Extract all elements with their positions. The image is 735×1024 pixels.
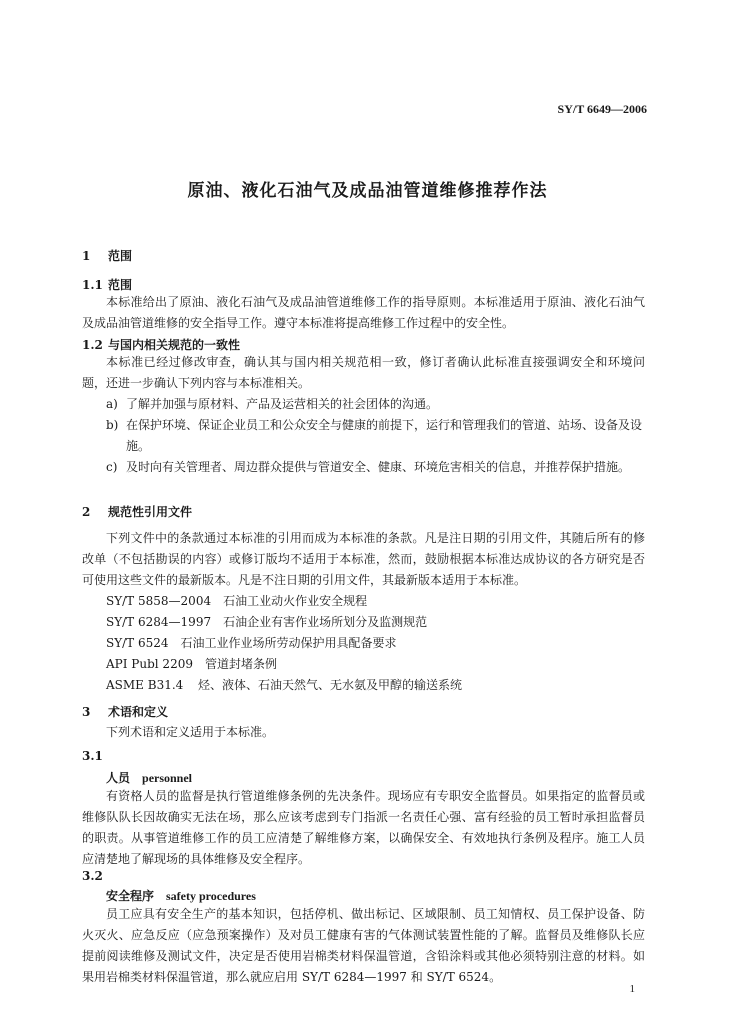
reference-name: 烃、液体、石油天然气、无水氨及甲醇的输送系统: [198, 678, 463, 692]
term-3-2: [106, 887, 256, 904]
section-number: 3: [82, 705, 91, 719]
section-title: 与国内相关规范的一致性: [108, 338, 241, 352]
section-3-text: 下列术语和定义适用于本标准。: [106, 725, 275, 739]
section-1-heading: [82, 247, 132, 264]
section-3-1-number: 3.1: [82, 749, 103, 763]
section-3-heading: [82, 703, 168, 720]
reference-name: 石油工业作业场所劳动保护用具配备要求: [180, 636, 397, 650]
reference-name: 石油工业动火作业安全规程: [223, 594, 368, 608]
list-item: [106, 415, 646, 457]
section-number: 1: [82, 249, 91, 263]
standard-number: SY/T 6649—2006: [557, 102, 647, 116]
section-3-1-text: 有资格人员的监督是执行管道维修条例的先决条件。现场应有专职安全监督员。如果指定的监督员或维修队队长因故确实无法在场，那么应该考虑到专门指派一名责任心强、富有经验的员工暂时承担监督员的职责。从事管道维修工作的员工应清楚了解维修方案，以确保安全、有效地执行条例及程序。施工人员应清楚地了解现场的具体维修及安全程序。: [82, 789, 645, 866]
reference-code: SY/T 6284—1997: [106, 615, 212, 629]
section-1-2-heading: [82, 336, 240, 353]
list-item-label: a): [106, 397, 118, 411]
reference-code: SY/T 5858—2004: [106, 594, 212, 608]
page-number: 1: [629, 983, 635, 995]
section-title: 术语和定义: [108, 705, 169, 719]
term-chinese: 人员: [106, 771, 131, 785]
list-item: [106, 457, 646, 478]
section-title: 范围: [108, 249, 133, 263]
reference-item: [106, 633, 397, 654]
list-item-text: 在保护环境、保证企业员工和公众安全与健康的前提下，运行和管理我们的管道、站场、设备及设施。: [126, 418, 643, 453]
term-english: personnel: [142, 771, 193, 785]
reference-item: [106, 654, 277, 675]
term-3-1: [106, 769, 192, 786]
term-english: safety procedures: [166, 889, 256, 903]
reference-item: [106, 675, 462, 696]
reference-name: 管道封堵条例: [204, 657, 277, 671]
list-item-text: 及时向有关管理者、周边群众提供与管道安全、健康、环境危害相关的信息，并推荐保护措施。: [126, 460, 631, 474]
section-1-1-text: 本标准给出了原油、液化石油气及成品油管道维修工作的指导原则。本标准适用于原油、液化石油气及成品油管道维修的安全指导工作。遵守本标准将提高维修工作过程中的安全性。: [82, 295, 645, 330]
list-item-label: b): [106, 418, 119, 432]
section-1-1-heading: [82, 276, 132, 293]
section-number: 1.1: [82, 278, 103, 292]
section-1-2-text: 本标准已经过修改审查，确认其与国内相关规范相一致，修订者确认此标准直接强调安全和环境问题，还进一步确认下列内容与本标准相关。: [82, 355, 645, 390]
section-2-text: 下列文件中的条款通过本标准的引用而成为本标准的条款。凡是注日期的引用文件，其随后所有的修改单（不包括勘误的内容）或修订版均不适用于本标准，然而，鼓励根据本标准达成协议的各方研究是否可使用这些文件的最新版本。凡是不注日期的引用文件，其最新版本适用于本标准。: [82, 531, 645, 587]
list-item-text: 了解并加强与原材料、产品及运营相关的社会团体的沟通。: [126, 397, 439, 411]
section-title: 范围: [108, 278, 133, 292]
reference-code: SY/T 6524: [106, 636, 169, 650]
list-item-label: c): [106, 460, 118, 474]
section-number: 1.2: [82, 338, 103, 352]
reference-name: 石油企业有害作业场所划分及监测规范: [223, 615, 428, 629]
list-item: [106, 394, 646, 415]
reference-item: [106, 612, 427, 633]
section-number: 2: [82, 505, 91, 519]
section-2-heading: [82, 503, 192, 520]
reference-item: [106, 591, 367, 612]
section-3-2-number: 3.2: [82, 869, 103, 883]
term-chinese: 安全程序: [106, 889, 155, 903]
section-title: 规范性引用文件: [108, 505, 193, 519]
reference-code: ASME B31.4: [106, 678, 184, 692]
document-title: 原油、液化石油气及成品油管道维修推荐作法: [187, 181, 548, 201]
section-3-2-text: 员工应具有安全生产的基本知识，包括停机、做出标记、区域限制、员工知情权、员工保护设备、防火灭火、应急反应（应急预案操作）及对员工健康有害的气体测试装置性能的了解。监督员及维修队长应提前阅读维修及测试文件，决定是否使用岩棉类材料保温管道，含铅涂料或其他必须特别注意的材料。如果用岩棉类材料保温管道，那么就应启用 SY/T 6284—1997 和 SY/T 6524。: [82, 907, 645, 984]
reference-code: API Publ 2209: [106, 657, 193, 671]
